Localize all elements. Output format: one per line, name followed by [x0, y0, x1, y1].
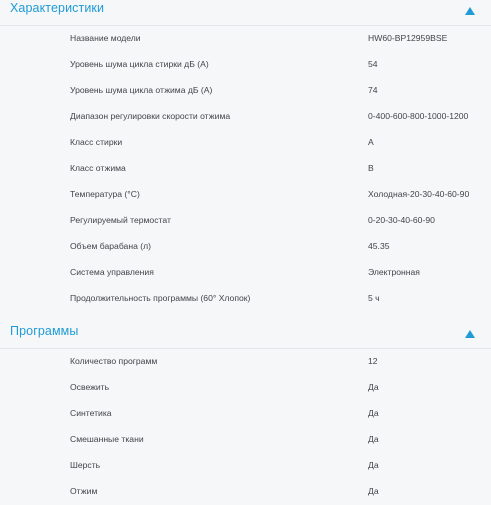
program-value: 12	[368, 356, 378, 366]
spec-value: 5 ч	[368, 293, 380, 303]
program-label: Синтетика	[70, 408, 112, 418]
program-row	[0, 349, 491, 375]
spec-value: 54	[368, 59, 378, 69]
section-title: Программы	[10, 324, 79, 338]
spec-label: Температура (°С)	[70, 189, 140, 199]
section-header-programs[interactable]	[0, 323, 491, 349]
spec-value: 0-20-30-40-60-90	[368, 215, 435, 225]
spec-row	[0, 260, 491, 286]
spec-value: B	[368, 163, 374, 173]
program-list	[0, 349, 491, 505]
section-title: Характеристики	[10, 1, 105, 15]
program-label: Смешанные ткани	[70, 434, 144, 444]
spec-list	[0, 26, 491, 312]
program-value: Да	[368, 486, 379, 496]
program-label: Шерсть	[70, 460, 101, 470]
spec-value: A	[368, 137, 374, 147]
program-value: Да	[368, 434, 379, 444]
spec-row	[0, 52, 491, 78]
spec-label: Регулируемый термостат	[70, 215, 171, 225]
spec-row	[0, 208, 491, 234]
section-programs	[0, 323, 491, 505]
spec-label: Уровень шума цикла стирки дБ (А)	[70, 59, 209, 69]
spec-value: 45.35	[368, 241, 390, 251]
spec-label: Класс стирки	[70, 137, 123, 147]
spec-label: Название модели	[70, 33, 141, 43]
spec-row	[0, 182, 491, 208]
program-label: Количество программ	[70, 356, 158, 366]
chevron-up-icon[interactable]	[465, 330, 475, 338]
program-row	[0, 375, 491, 401]
spec-row	[0, 78, 491, 104]
spec-row	[0, 156, 491, 182]
spec-value: HW60-BP12959BSE	[368, 33, 448, 43]
program-label: Освежить	[70, 382, 110, 392]
spec-row	[0, 26, 491, 52]
spec-label: Система управления	[70, 267, 154, 277]
spec-row	[0, 286, 491, 312]
spec-value: 74	[368, 85, 378, 95]
program-value: Да	[368, 408, 379, 418]
spec-label: Объем барабана (л)	[70, 241, 151, 251]
spec-label: Диапазон регулировки скорости отжима	[70, 111, 231, 121]
program-value: Да	[368, 460, 379, 470]
program-label: Отжим	[70, 486, 98, 496]
spec-label: Уровень шума цикла отжима дБ (А)	[70, 85, 213, 95]
spec-value: Холодная-20-30-40-60-90	[368, 189, 470, 199]
spec-row	[0, 104, 491, 130]
program-row	[0, 479, 491, 505]
spec-value: Электронная	[368, 267, 420, 277]
spec-row	[0, 130, 491, 156]
spec-label: Класс отжима	[70, 163, 126, 173]
program-row	[0, 427, 491, 453]
program-row	[0, 401, 491, 427]
program-row	[0, 453, 491, 479]
chevron-up-icon[interactable]	[465, 7, 475, 15]
spec-value: 0-400-600-800-1000-1200	[368, 111, 469, 121]
program-value: Да	[368, 382, 379, 392]
spec-row	[0, 234, 491, 260]
spec-label: Продолжительность программы (60° Хлопок)	[70, 293, 251, 303]
section-header-characteristics[interactable]	[0, 0, 491, 26]
